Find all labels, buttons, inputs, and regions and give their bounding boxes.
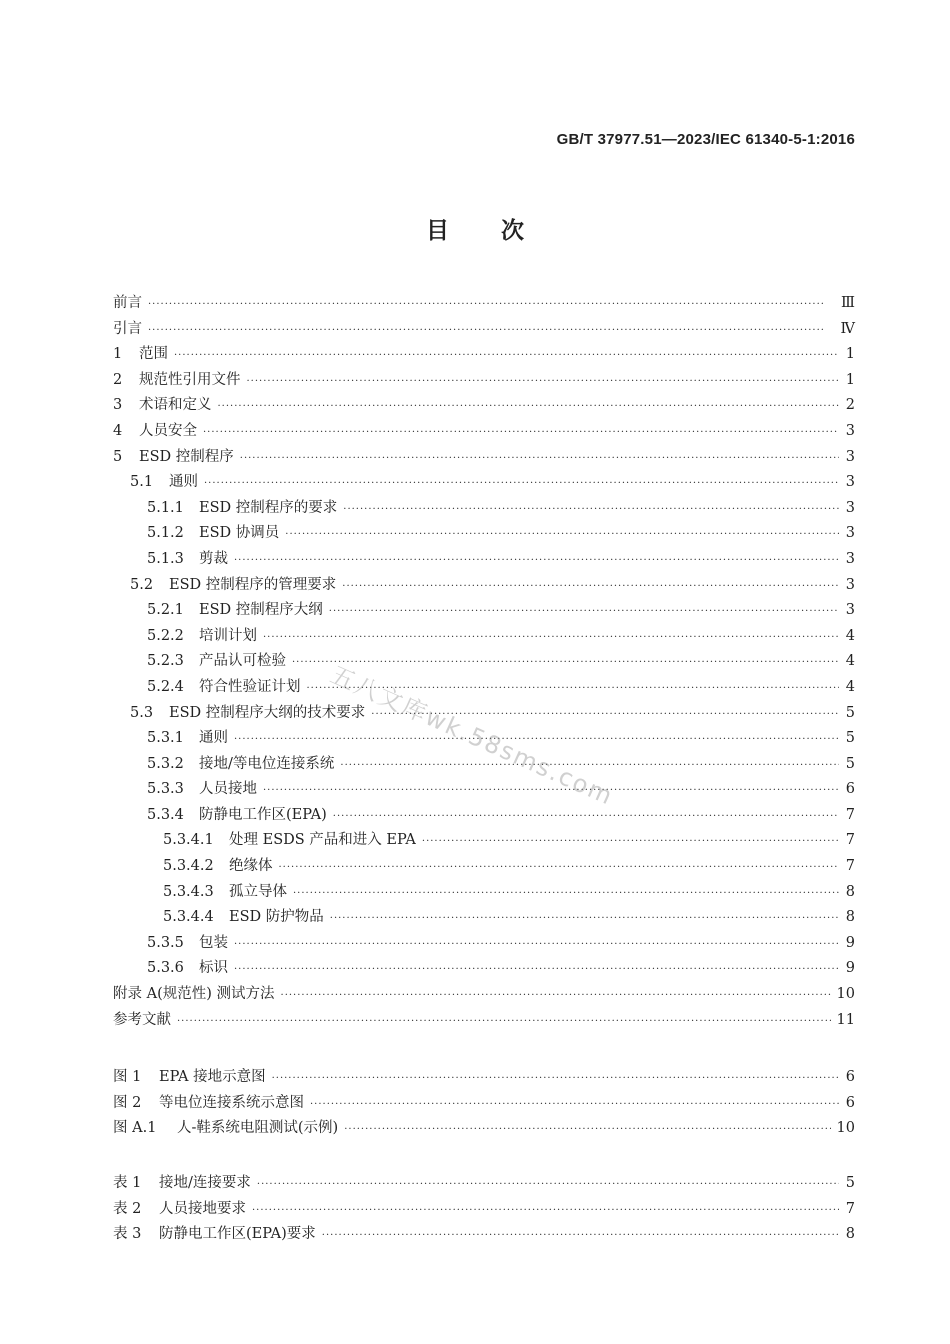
- entry-title: 通则: [169, 474, 198, 491]
- dot-leader: [247, 376, 840, 387]
- entry-number: 5.3.4.2: [163, 858, 214, 875]
- dot-leader: [174, 350, 839, 361]
- entry-page: 4: [845, 678, 855, 695]
- entry-title: 人员接地: [199, 781, 257, 798]
- toc-entry[interactable]: [113, 393, 855, 419]
- entry-page: 3: [845, 525, 855, 542]
- dot-leader: [272, 1073, 839, 1084]
- entry-title: 防静电工作区(EPA)要求: [159, 1226, 316, 1243]
- entry-page: 6: [845, 1069, 855, 1085]
- entry-title: 绝缘体: [229, 858, 273, 875]
- entry-number: 5.3.5: [147, 934, 184, 951]
- entry-title: 引言: [113, 320, 142, 337]
- entry-page: 9: [845, 934, 855, 951]
- dot-leader: [293, 888, 839, 899]
- toc-entry[interactable]: [113, 573, 855, 599]
- entry-number: 5.3.4.1: [163, 832, 214, 849]
- entry-title: 接地/等电位连接系统: [199, 755, 335, 772]
- entry-number: 5.2: [130, 576, 154, 593]
- toc-entry[interactable]: [113, 675, 855, 701]
- dot-leader: [234, 964, 839, 975]
- entry-title: 前言: [113, 295, 142, 311]
- entry-title: 接地/连接要求: [159, 1175, 251, 1191]
- entry-title: 标识: [199, 960, 228, 977]
- entry-title: ESD 控制程序大纲的技术要求: [169, 704, 366, 721]
- entry-page: 2: [845, 397, 855, 414]
- dot-leader: [204, 478, 839, 489]
- entry-number: 5.1: [130, 474, 154, 491]
- entry-page: 1: [845, 346, 855, 363]
- toc-entry[interactable]: [113, 905, 855, 931]
- toc-entry[interactable]: [113, 1116, 855, 1142]
- dot-leader: [263, 632, 839, 643]
- entry-title: ESD 控制程序的管理要求: [169, 576, 337, 593]
- entry-page: 5: [845, 704, 855, 721]
- entry-page: 8: [845, 883, 855, 900]
- entry-number: 5.2.2: [147, 627, 184, 644]
- entry-number: 5.1.2: [147, 525, 184, 542]
- entry-number: 5.3.6: [147, 960, 184, 977]
- entry-number: 5: [113, 448, 123, 465]
- standard-number: GB/T 37977.51—2023/IEC 61340-5-1:2016: [556, 131, 855, 148]
- entry-page: 3: [845, 550, 855, 567]
- entry-number: 2: [113, 371, 123, 388]
- toc-entry[interactable]: [113, 854, 855, 880]
- entry-page: 8: [845, 1226, 855, 1243]
- entry-number: 5.3.4.4: [163, 909, 214, 926]
- dot-leader: [177, 1016, 831, 1027]
- entry-page: 7: [845, 1200, 855, 1217]
- entry-number: 5.3: [130, 704, 154, 721]
- entry-number: 表 1: [113, 1175, 142, 1191]
- toc-entry[interactable]: [113, 803, 855, 829]
- toc-entry[interactable]: [113, 521, 855, 547]
- entry-page: 7: [845, 858, 855, 875]
- entry-number: 5.3.2: [147, 755, 184, 772]
- toc-entry[interactable]: [113, 598, 855, 624]
- entry-page: 7: [845, 832, 855, 849]
- dot-leader: [329, 606, 839, 617]
- entry-number: 表 3: [113, 1226, 142, 1243]
- list-of-figures: [113, 1065, 855, 1142]
- entry-title: 术语和定义: [139, 397, 212, 414]
- entry-page: 7: [845, 806, 855, 823]
- dot-leader: [240, 453, 839, 464]
- entry-number: 图 2: [113, 1094, 142, 1111]
- entry-number: 5.3.1: [147, 730, 184, 747]
- entry-number: 5.3.4.3: [163, 883, 214, 900]
- entry-title: ESD 防护物品: [229, 909, 324, 926]
- dot-leader: [234, 555, 839, 566]
- entry-title: 包装: [199, 934, 228, 951]
- entry-page: 3: [845, 576, 855, 593]
- entry-title: 范围: [139, 346, 168, 363]
- entry-title: 人员安全: [139, 422, 197, 439]
- entry-page: 1: [845, 371, 855, 388]
- toc-entry[interactable]: [113, 470, 855, 496]
- dot-leader: [285, 529, 839, 540]
- entry-title: 产品认可检验: [199, 653, 286, 670]
- entry-number: 4: [113, 422, 123, 439]
- toc-entry[interactable]: [113, 445, 855, 471]
- entry-title: ESD 控制程序大纲: [199, 602, 323, 619]
- entry-number: 5.3.4: [147, 806, 184, 823]
- list-of-tables: [113, 1171, 855, 1248]
- entry-number: 5.3.3: [147, 781, 184, 798]
- toc-entry[interactable]: [113, 1197, 855, 1223]
- table-of-contents: [113, 291, 855, 1033]
- toc-entry[interactable]: [113, 982, 855, 1008]
- entry-page: 4: [845, 627, 855, 644]
- dot-leader: [252, 1205, 839, 1216]
- toc-entry[interactable]: [113, 1065, 855, 1091]
- entry-page: 6: [845, 781, 855, 798]
- entry-page: 9: [845, 960, 855, 977]
- dot-leader: [257, 1179, 839, 1190]
- toc-entry[interactable]: [113, 1091, 855, 1117]
- entry-page: 6: [845, 1094, 855, 1111]
- dot-leader: [281, 990, 831, 1001]
- entry-number: 5.2.1: [147, 602, 184, 619]
- entry-page: 3: [845, 602, 855, 619]
- toc-entry[interactable]: [113, 1171, 855, 1197]
- dot-leader: [343, 504, 839, 515]
- entry-title: ESD 控制程序: [139, 448, 234, 465]
- entry-number: 图 1: [113, 1069, 142, 1085]
- entry-page: 5: [845, 1175, 855, 1191]
- toc-entry[interactable]: [113, 649, 855, 675]
- entry-number: 图 A.1: [113, 1120, 157, 1137]
- entry-page: 5: [845, 755, 855, 772]
- toc-entry[interactable]: [113, 931, 855, 957]
- entry-page: 3: [845, 474, 855, 491]
- entry-page: 10: [836, 986, 855, 1003]
- toc-entry[interactable]: [113, 291, 855, 317]
- entry-title: 通则: [199, 730, 228, 747]
- dot-leader: [234, 939, 839, 950]
- entry-title: ESD 控制程序的要求: [199, 499, 338, 516]
- toc-entry[interactable]: [113, 1008, 855, 1034]
- entry-title: 培训计划: [199, 627, 257, 644]
- toc-entry[interactable]: [113, 1222, 855, 1248]
- entry-page: 10: [836, 1120, 855, 1137]
- entry-number: 5.2.4: [147, 678, 184, 695]
- toc-entry[interactable]: [113, 956, 855, 982]
- toc-entry[interactable]: [113, 342, 855, 368]
- entry-title: 孤立导体: [229, 883, 287, 900]
- entry-page: 3: [845, 422, 855, 439]
- entry-title: 参考文献: [113, 1011, 171, 1028]
- toc-entry[interactable]: [113, 496, 855, 522]
- entry-title: 等电位连接系统示意图: [159, 1094, 304, 1111]
- entry-number: 5.1.1: [147, 499, 184, 516]
- entry-title: 剪裁: [199, 550, 228, 567]
- dot-leader: [333, 811, 839, 822]
- watermark: 五八文库wk.58sms.com: [326, 660, 618, 811]
- entry-title: 规范性引用文件: [139, 371, 241, 388]
- dot-leader: [344, 1124, 830, 1135]
- entry-title: 人-鞋系统电阻测试(示例): [177, 1120, 339, 1137]
- entry-number: 5.2.3: [147, 653, 184, 670]
- dot-leader: [148, 325, 835, 336]
- dot-leader: [279, 862, 840, 873]
- dot-leader: [342, 581, 839, 592]
- entry-page: 8: [845, 909, 855, 926]
- toc-entry[interactable]: [113, 828, 855, 854]
- toc-entry[interactable]: [113, 624, 855, 650]
- dot-leader: [148, 299, 835, 310]
- entry-title: 符合性验证计划: [199, 678, 301, 695]
- entry-title: 防静电工作区(EPA): [199, 806, 327, 823]
- toc-entry[interactable]: [113, 419, 855, 445]
- entry-page: 5: [845, 730, 855, 747]
- entry-title: EPA 接地示意图: [159, 1069, 266, 1085]
- entry-number: 表 2: [113, 1200, 142, 1217]
- dot-leader: [322, 1230, 839, 1241]
- dot-leader: [203, 427, 839, 438]
- entry-title: 附录 A(规范性) 测试方法: [113, 986, 275, 1003]
- entry-number: 3: [113, 397, 123, 414]
- entry-page: 11: [836, 1011, 855, 1028]
- entry-page: 3: [845, 448, 855, 465]
- toc-entry[interactable]: [113, 880, 855, 906]
- entry-number: 1: [113, 346, 123, 363]
- entry-number: 5.1.3: [147, 550, 184, 567]
- toc-entry[interactable]: [113, 547, 855, 573]
- entry-title: 人员接地要求: [159, 1200, 246, 1217]
- toc-entry[interactable]: [113, 368, 855, 394]
- entry-page: Ⅲ: [841, 295, 855, 311]
- entry-page: 3: [845, 499, 855, 516]
- dot-leader: [310, 1099, 839, 1110]
- dot-leader: [330, 913, 839, 924]
- dot-leader: [292, 657, 839, 668]
- toc-entry[interactable]: [113, 317, 855, 343]
- entry-page: Ⅳ: [840, 320, 855, 337]
- page-title: 目次: [426, 217, 576, 244]
- dot-leader: [422, 836, 839, 847]
- entry-title: 处理 ESDS 产品和进入 EPA: [229, 832, 416, 849]
- entry-page: 4: [845, 653, 855, 670]
- dot-leader: [218, 401, 840, 412]
- entry-title: ESD 协调员: [199, 525, 280, 542]
- toc-entry[interactable]: [113, 777, 855, 803]
